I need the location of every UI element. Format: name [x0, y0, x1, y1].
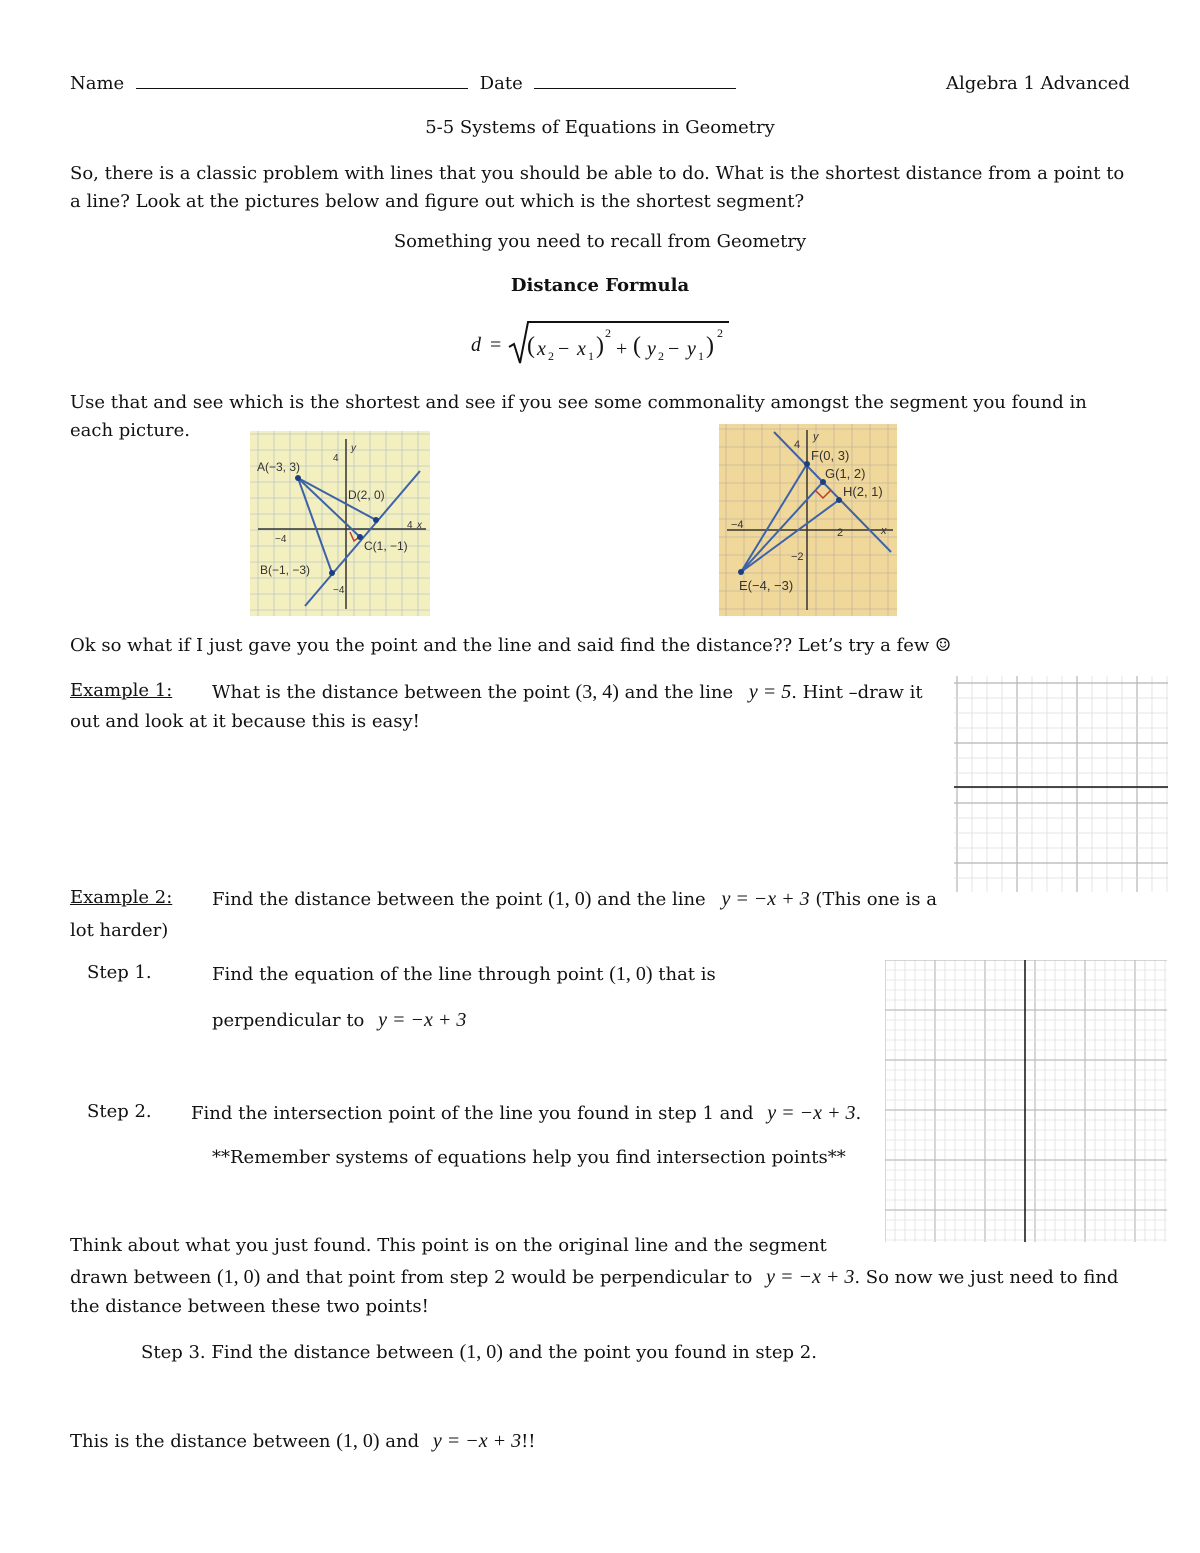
figure-2-label-h: H(2, 1) — [843, 484, 883, 499]
formula-x2: x — [537, 338, 546, 360]
recall-text: Something you need to recall from Geometry — [393, 231, 807, 252]
formula-y1: y — [687, 338, 696, 360]
formula-heading: Distance Formula — [510, 275, 690, 296]
figure-1-point-d — [373, 517, 379, 523]
formula-d: d — [471, 334, 481, 356]
date-label: Date — [479, 73, 523, 94]
figure-2-label-g: G(1, 2) — [825, 466, 866, 481]
figure-2-x-label: x — [881, 525, 887, 537]
step-1-text-c: perpendicular to — [212, 1010, 371, 1031]
figure-2-label-e: E(−4, −3) — [739, 578, 794, 593]
think-line-3: the distance between these two points! — [70, 1296, 429, 1317]
formula-plus: + — [616, 338, 628, 360]
think-text-a: drawn between — [70, 1267, 218, 1288]
example-1-prompt — [212, 680, 923, 704]
intro-paragraph: So, there is a classic problem with lines that you should be able to do. What is the shortest distance from a point to a line? Look at the pictures below and figure out which is the shortest segment? — [70, 163, 1125, 212]
figure-1-label-a: A(−3, 3) — [257, 460, 301, 474]
date-field[interactable] — [534, 74, 736, 89]
example-2-equation: y = −x + 3 — [721, 888, 810, 910]
formula-y2: y — [647, 338, 656, 360]
figure-2-point-e — [738, 569, 744, 575]
final-text — [70, 1429, 536, 1453]
figure-2-point-f — [804, 461, 810, 467]
example-2-label: Example 2: — [70, 887, 173, 908]
example-1-line2: out and look at it because this is easy! — [70, 711, 420, 732]
example-1-text-c: . Hint –draw it — [791, 682, 923, 703]
final-text-b: and — [379, 1431, 425, 1452]
formula-lparen1: ( — [527, 333, 535, 359]
formula-minus2: − — [668, 338, 680, 360]
figure-2-tick-xn4: −4 — [731, 519, 744, 531]
think-text-b: and that point from step 2 would be perpendicular to — [260, 1267, 759, 1288]
formula-y2-sub: 2 — [658, 349, 664, 363]
step-2-note: **Remember systems of equations help you find intersection points** — [212, 1147, 846, 1168]
figure-1-label-c: C(1, −1) — [364, 539, 408, 553]
step-2-equation: y = −x + 3 — [767, 1102, 856, 1124]
page-title: 5-5 Systems of Equations in Geometry — [425, 117, 775, 138]
example-1-text-a: What is the distance between the point — [212, 682, 576, 703]
example-2-text-c: (This one is a — [809, 889, 937, 910]
use-paragraph: Use that and see which is the shortest and see if you see some commonality amongst the segment you found in each picture. — [70, 392, 1087, 441]
think-equation: y = −x + 3 — [766, 1266, 855, 1288]
step-1-label: Step 1. — [87, 962, 152, 983]
example-2-prompt — [212, 887, 937, 911]
figure-1-point-b — [329, 570, 335, 576]
figure-2-y-label: y — [813, 431, 819, 443]
example-1-grid — [954, 676, 1168, 892]
step-3-text-b: and the point you found in step 2. — [502, 1342, 817, 1363]
figure-1-tick-yn4: −4 — [333, 585, 345, 596]
figure-1-tick-x4: 4 — [407, 520, 413, 531]
figure-1-tick-y4: 4 — [333, 453, 339, 464]
step-1-point: (1, 0) — [609, 963, 653, 985]
figure-1-photo — [250, 431, 430, 616]
example-2-line2: lot harder) — [70, 920, 169, 941]
figure-1-point-a — [295, 475, 301, 481]
figure-2-photo — [719, 424, 897, 616]
example-2-text-a: Find the distance between the point — [212, 889, 549, 910]
example-1-label: Example 1: — [70, 680, 173, 701]
formula-rparen2: ) — [706, 333, 714, 359]
formula-x1: x — [577, 338, 586, 360]
formula-y1-sub: 1 — [698, 349, 704, 363]
ok-text: Ok so what if I just gave you the point and the line and said find the distance?? Let’s try a few ☺ — [70, 635, 952, 656]
step-2-text-a: Find the intersection point of the line you found in step 1 and — [191, 1103, 760, 1124]
example-1-grid-lines — [954, 676, 1168, 892]
figure-2-tick-y4: 4 — [794, 439, 801, 451]
figure-2-tick-yn2: −2 — [791, 551, 804, 563]
name-label: Name — [70, 73, 125, 94]
step-3-text-a: Step 3. Find the distance between — [141, 1342, 460, 1363]
step-1-text-line2 — [212, 1008, 466, 1032]
step-1-text — [212, 962, 716, 986]
step-2-text — [191, 1101, 861, 1125]
step-2-text-b: . — [855, 1103, 862, 1124]
formula-eq: = — [490, 334, 502, 356]
figure-1-tick-xn4: −4 — [275, 534, 287, 545]
final-equation: y = −x + 3 — [432, 1430, 522, 1452]
figure-1-x-label: x — [417, 520, 422, 531]
step-3-text — [141, 1340, 817, 1364]
formula-minus1: − — [558, 338, 570, 360]
step-2-label: Step 2. — [87, 1101, 152, 1122]
figure-1-y-label: y — [351, 443, 356, 454]
step-1-text-b: that is — [652, 964, 716, 985]
figure-2-point-h — [836, 497, 842, 503]
figure-1-label-d: D(2, 0) — [348, 488, 385, 502]
example-1-equation: y = 5 — [748, 681, 792, 703]
formula-sq1: 2 — [605, 326, 611, 340]
think-line-1: Think about what you just found. This point is on the original line and the segment — [70, 1235, 827, 1256]
example-2-point: (1, 0) — [548, 888, 592, 910]
figure-1-label-b: B(−1, −3) — [260, 563, 311, 577]
example-1-text-b: and the line — [618, 682, 739, 703]
formula-x2-sub: 2 — [548, 349, 554, 363]
example-2-grid — [885, 960, 1167, 1242]
name-field[interactable] — [136, 74, 468, 89]
think-text-c: . So now we just need to find — [854, 1267, 1119, 1288]
formula-rparen1: ) — [596, 333, 604, 359]
example-1-point: (3, 4) — [575, 681, 619, 703]
think-point: (1, 0) — [217, 1266, 261, 1288]
figure-2-tick-x2: 2 — [837, 527, 844, 539]
step-1-text-a: Find the equation of the line through point — [212, 964, 610, 985]
final-text-c: !! — [521, 1431, 536, 1452]
figure-2-label-f: F(0, 3) — [811, 448, 850, 463]
final-point: (1, 0) — [336, 1430, 380, 1452]
formula-sq2: 2 — [717, 326, 723, 340]
final-text-a: This is the distance between — [70, 1431, 337, 1452]
step-3-point: (1, 0) — [459, 1341, 503, 1363]
formula-x1-sub: 1 — [588, 349, 594, 363]
figure-1-point-c — [357, 534, 363, 540]
think-line-2 — [70, 1265, 1118, 1289]
header — [70, 73, 736, 95]
step-1-equation: y = −x + 3 — [378, 1009, 467, 1031]
example-2-text-b: and the line — [591, 889, 712, 910]
course-label: Algebra 1 Advanced — [946, 73, 1130, 94]
example-2-grid-lines — [885, 960, 1167, 1242]
formula-lparen2: ( — [633, 333, 641, 359]
